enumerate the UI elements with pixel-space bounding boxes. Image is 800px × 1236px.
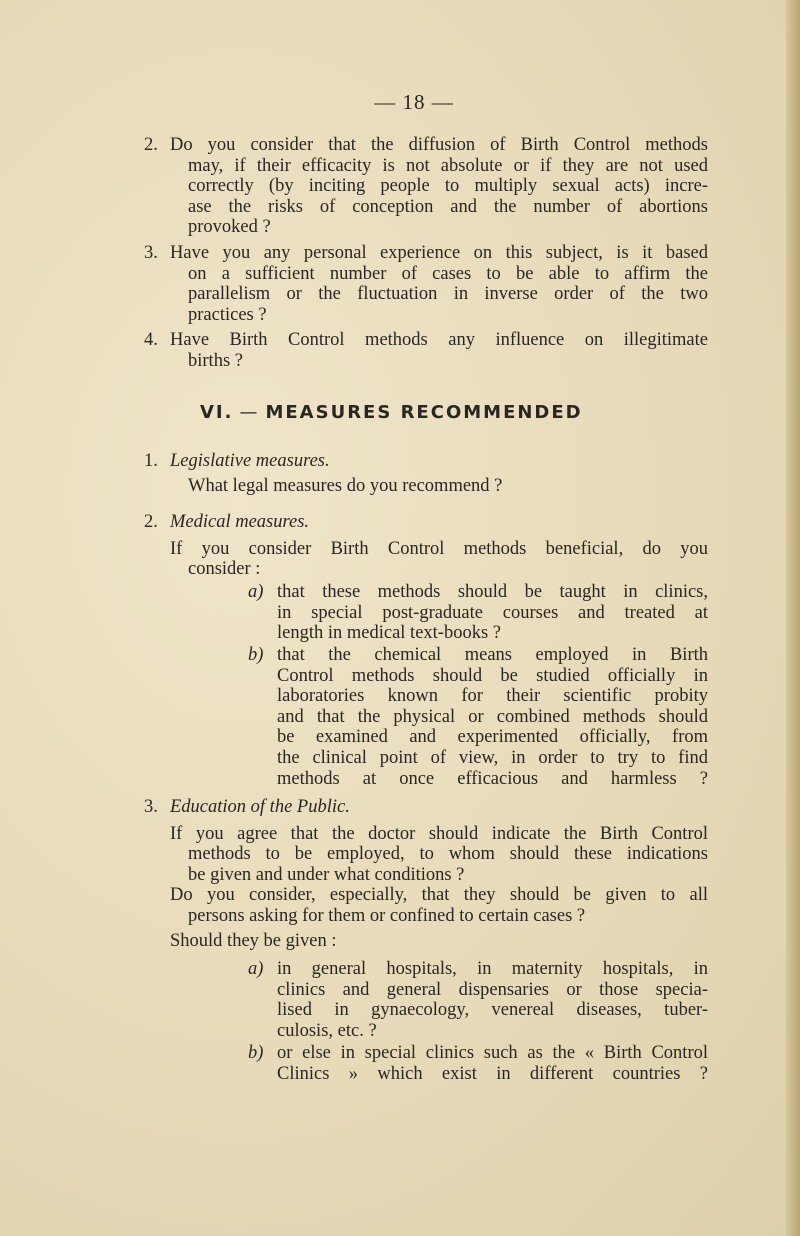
text-line: be examined and experimented officially, from [277,727,708,748]
subsection-number: 2. [144,512,158,532]
text-line: be given and under what conditions ? [188,864,465,885]
text-line: parallelism or the fluctuation in inverse order of the two [188,284,708,305]
subsection-title: Medical measures. [170,512,310,532]
text-line: laboratories known for their scientific probity [277,686,708,707]
section-roman: VI. [200,402,234,423]
text-line: may, if their efficacity is not absolute or if they are not used [188,155,708,176]
item-label: a) [248,582,264,602]
text-line: If you agree that the doctor should indicate the Birth Control [170,823,708,844]
text-line: methods at once efficacious and harmless ? [277,768,708,789]
text-line: Have you any personal experience on this subject, is it based [170,243,708,263]
text-line: What legal measures do you recommend ? [188,475,503,496]
item-label: a) [248,959,264,979]
text-line: methods to be employed, to whom should these indications [188,844,708,865]
question-2 [144,135,708,238]
text-line: practices ? [188,304,267,325]
text-line: that these methods should be taught in clinics, [277,582,708,602]
question-number: 4. [144,330,158,350]
item-label: b) [248,645,264,665]
text-line: persons asking for them or confined to certain cases ? [188,905,586,926]
text-line: length in medical text-books ? [277,623,501,644]
text-line: Clinics » which exist in different countries ? [277,1063,708,1084]
text-line: culosis, etc. ? [277,1020,377,1041]
text-line: provoked ? [188,217,271,238]
text-line: consider : [188,559,261,580]
text-line: lised in gynaecology, venereal diseases, tuber- [277,1000,708,1021]
text-line: on a sufficient number of cases to be able to affirm the [188,263,708,284]
item-3b [248,1043,708,1084]
text-line: in special post-graduate courses and treated at [277,602,708,623]
page-number: — 18 — [374,90,454,114]
text-line: the clinical point of view, in order to try to find [277,747,708,768]
text-line: If you consider Birth Control methods beneficial, do you [170,538,708,559]
question-number: 2. [144,135,158,155]
text-line: Do you consider, especially, that they should be given to all [170,885,708,906]
subsection-2 [144,512,708,580]
section-heading [200,402,583,423]
item-label: b) [248,1043,264,1063]
text-line: and that the physical or combined methods should [277,706,708,727]
item-3a [248,959,708,1041]
subsection-3 [144,797,708,951]
section-dash: — [239,402,260,423]
item-2a [248,582,708,644]
text-line: Have Birth Control methods any influence on illegitimate [170,330,708,350]
text-line: Do you consider that the diffusion of Birth Control methods [170,135,708,155]
text-line: correctly (by inciting people to multiply sexual acts) incre- [188,176,708,197]
subsection-number: 3. [144,797,158,817]
subsection-number: 1. [144,451,158,471]
text-line: or else in special clinics such as the « Birth Control [277,1043,708,1063]
text-line: in general hospitals, in maternity hospitals, in [277,959,708,979]
question-3 [144,243,708,325]
question-number: 3. [144,243,158,263]
text-line: births ? [188,350,243,371]
subsection-title: Education of the Public. [170,797,350,817]
question-4 [144,330,708,371]
text-line: Control methods should be studied officially in [277,665,708,686]
text-line: ase the risks of conception and the number of abortions [188,196,708,217]
item-2b [248,645,708,789]
text-line: clinics and general dispensaries or those specia- [277,979,708,1000]
text-line: that the chemical means employed in Birth [277,645,708,665]
subsection-1 [144,451,708,496]
subsection-title: Legislative measures. [170,451,330,471]
page-edge [786,0,800,1236]
section-title: MEASURES RECOMMENDED [265,402,583,423]
text-line: Should they be given : [170,930,337,951]
